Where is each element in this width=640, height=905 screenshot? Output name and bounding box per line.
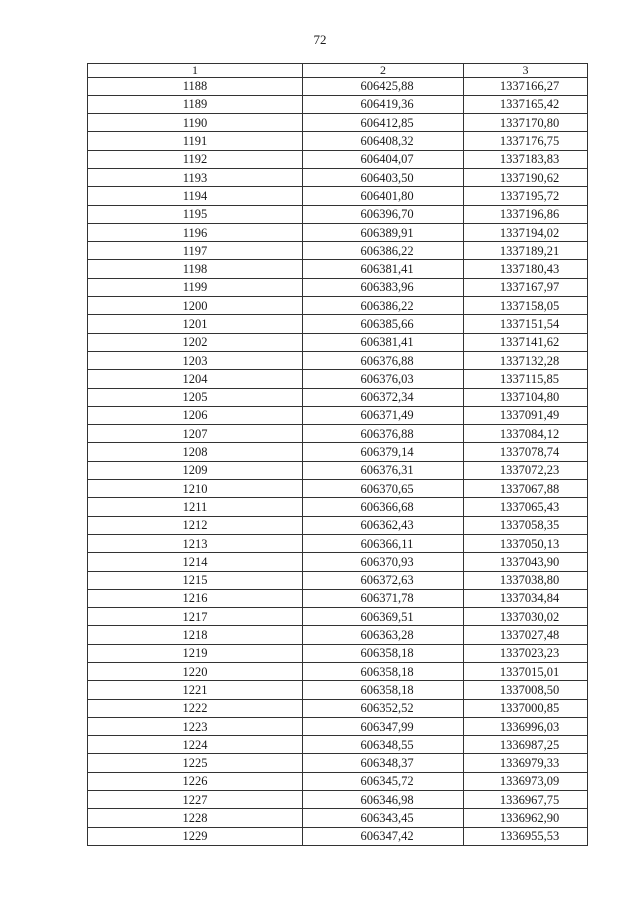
cell-y-coordinate: 1337084,12 xyxy=(464,425,588,443)
cell-x-coordinate: 606383,96 xyxy=(303,278,464,296)
table-row xyxy=(88,333,588,351)
cell-y-coordinate: 1337176,75 xyxy=(464,132,588,150)
cell-point-number: 1218 xyxy=(88,626,303,644)
header-cell-y-coordinate: 3 xyxy=(464,64,588,78)
cell-y-coordinate: 1336967,75 xyxy=(464,791,588,809)
cell-point-number: 1195 xyxy=(88,205,303,223)
cell-y-coordinate: 1337030,02 xyxy=(464,608,588,626)
cell-y-coordinate: 1337015,01 xyxy=(464,663,588,681)
table-row xyxy=(88,443,588,461)
table-row xyxy=(88,388,588,406)
table-row xyxy=(88,223,588,241)
cell-point-number: 1224 xyxy=(88,736,303,754)
table-row xyxy=(88,278,588,296)
cell-point-number: 1229 xyxy=(88,827,303,845)
cell-x-coordinate: 606412,85 xyxy=(303,114,464,132)
cell-point-number: 1199 xyxy=(88,278,303,296)
table-row xyxy=(88,242,588,260)
cell-y-coordinate: 1337166,27 xyxy=(464,77,588,95)
cell-point-number: 1226 xyxy=(88,772,303,790)
cell-y-coordinate: 1337067,88 xyxy=(464,480,588,498)
cell-y-coordinate: 1337043,90 xyxy=(464,553,588,571)
table-row xyxy=(88,772,588,790)
cell-point-number: 1191 xyxy=(88,132,303,150)
cell-y-coordinate: 1337038,80 xyxy=(464,571,588,589)
cell-x-coordinate: 606372,34 xyxy=(303,388,464,406)
table-row xyxy=(88,260,588,278)
cell-point-number: 1213 xyxy=(88,534,303,552)
cell-point-number: 1220 xyxy=(88,663,303,681)
cell-x-coordinate: 606419,36 xyxy=(303,95,464,113)
table-row xyxy=(88,736,588,754)
table-row xyxy=(88,498,588,516)
cell-x-coordinate: 606362,43 xyxy=(303,516,464,534)
cell-x-coordinate: 606396,70 xyxy=(303,205,464,223)
cell-x-coordinate: 606376,31 xyxy=(303,461,464,479)
cell-point-number: 1210 xyxy=(88,480,303,498)
cell-y-coordinate: 1337194,02 xyxy=(464,223,588,241)
cell-y-coordinate: 1337023,23 xyxy=(464,644,588,662)
table-row xyxy=(88,132,588,150)
cell-y-coordinate: 1337170,80 xyxy=(464,114,588,132)
cell-x-coordinate: 606346,98 xyxy=(303,791,464,809)
table-row xyxy=(88,717,588,735)
cell-x-coordinate: 606366,68 xyxy=(303,498,464,516)
table-row xyxy=(88,370,588,388)
cell-x-coordinate: 606369,51 xyxy=(303,608,464,626)
cell-point-number: 1228 xyxy=(88,809,303,827)
cell-y-coordinate: 1337190,62 xyxy=(464,168,588,186)
cell-x-coordinate: 606358,18 xyxy=(303,681,464,699)
cell-point-number: 1190 xyxy=(88,114,303,132)
header-cell-x-coordinate: 2 xyxy=(303,64,464,78)
cell-x-coordinate: 606371,78 xyxy=(303,589,464,607)
cell-y-coordinate: 1337115,85 xyxy=(464,370,588,388)
header-cell-point-number: 1 xyxy=(88,64,303,78)
cell-point-number: 1209 xyxy=(88,461,303,479)
table-row xyxy=(88,205,588,223)
table-row xyxy=(88,150,588,168)
table-row xyxy=(88,644,588,662)
table-row xyxy=(88,425,588,443)
cell-x-coordinate: 606352,52 xyxy=(303,699,464,717)
table-row xyxy=(88,351,588,369)
cell-point-number: 1196 xyxy=(88,223,303,241)
cell-x-coordinate: 606345,72 xyxy=(303,772,464,790)
table-row xyxy=(88,77,588,95)
cell-y-coordinate: 1337183,83 xyxy=(464,150,588,168)
cell-point-number: 1206 xyxy=(88,406,303,424)
cell-point-number: 1223 xyxy=(88,717,303,735)
cell-point-number: 1203 xyxy=(88,351,303,369)
cell-y-coordinate: 1337196,86 xyxy=(464,205,588,223)
table-row xyxy=(88,461,588,479)
cell-y-coordinate: 1337167,97 xyxy=(464,278,588,296)
cell-point-number: 1197 xyxy=(88,242,303,260)
cell-x-coordinate: 606386,22 xyxy=(303,242,464,260)
cell-point-number: 1222 xyxy=(88,699,303,717)
table-row xyxy=(88,626,588,644)
table-row xyxy=(88,608,588,626)
cell-y-coordinate: 1337091,49 xyxy=(464,406,588,424)
cell-y-coordinate: 1336955,53 xyxy=(464,827,588,845)
cell-x-coordinate: 606363,28 xyxy=(303,626,464,644)
cell-x-coordinate: 606348,37 xyxy=(303,754,464,772)
cell-y-coordinate: 1337151,54 xyxy=(464,315,588,333)
cell-point-number: 1217 xyxy=(88,608,303,626)
cell-x-coordinate: 606358,18 xyxy=(303,663,464,681)
cell-x-coordinate: 606370,65 xyxy=(303,480,464,498)
cell-y-coordinate: 1336962,90 xyxy=(464,809,588,827)
cell-x-coordinate: 606347,99 xyxy=(303,717,464,735)
page-number: 72 xyxy=(313,32,327,47)
cell-y-coordinate: 1337104,80 xyxy=(464,388,588,406)
cell-point-number: 1205 xyxy=(88,388,303,406)
cell-x-coordinate: 606381,41 xyxy=(303,333,464,351)
table-row xyxy=(88,95,588,113)
cell-x-coordinate: 606385,66 xyxy=(303,315,464,333)
coordinates-table-body xyxy=(88,64,588,846)
table-row xyxy=(88,589,588,607)
cell-y-coordinate: 1337034,84 xyxy=(464,589,588,607)
cell-point-number: 1214 xyxy=(88,553,303,571)
cell-y-coordinate: 1337165,42 xyxy=(464,95,588,113)
cell-y-coordinate: 1337072,23 xyxy=(464,461,588,479)
cell-y-coordinate: 1337000,85 xyxy=(464,699,588,717)
cell-point-number: 1212 xyxy=(88,516,303,534)
cell-point-number: 1207 xyxy=(88,425,303,443)
table-row xyxy=(88,827,588,845)
table-row xyxy=(88,297,588,315)
table-row xyxy=(88,480,588,498)
cell-point-number: 1204 xyxy=(88,370,303,388)
table-row xyxy=(88,534,588,552)
cell-y-coordinate: 1336979,33 xyxy=(464,754,588,772)
cell-point-number: 1192 xyxy=(88,150,303,168)
cell-point-number: 1216 xyxy=(88,589,303,607)
cell-point-number: 1198 xyxy=(88,260,303,278)
cell-x-coordinate: 606372,63 xyxy=(303,571,464,589)
cell-y-coordinate: 1337058,35 xyxy=(464,516,588,534)
table-row xyxy=(88,114,588,132)
table-header-row xyxy=(88,64,588,78)
table-row xyxy=(88,406,588,424)
cell-x-coordinate: 606379,14 xyxy=(303,443,464,461)
cell-x-coordinate: 606376,88 xyxy=(303,425,464,443)
cell-point-number: 1227 xyxy=(88,791,303,809)
cell-point-number: 1189 xyxy=(88,95,303,113)
cell-point-number: 1194 xyxy=(88,187,303,205)
cell-point-number: 1225 xyxy=(88,754,303,772)
table-row xyxy=(88,553,588,571)
cell-y-coordinate: 1336973,09 xyxy=(464,772,588,790)
cell-y-coordinate: 1336987,25 xyxy=(464,736,588,754)
cell-x-coordinate: 606403,50 xyxy=(303,168,464,186)
cell-point-number: 1200 xyxy=(88,297,303,315)
cell-y-coordinate: 1337158,05 xyxy=(464,297,588,315)
table-row xyxy=(88,168,588,186)
cell-point-number: 1202 xyxy=(88,333,303,351)
cell-y-coordinate: 1337189,21 xyxy=(464,242,588,260)
cell-x-coordinate: 606386,22 xyxy=(303,297,464,315)
cell-y-coordinate: 1337141,62 xyxy=(464,333,588,351)
cell-x-coordinate: 606366,11 xyxy=(303,534,464,552)
cell-point-number: 1211 xyxy=(88,498,303,516)
cell-y-coordinate: 1337132,28 xyxy=(464,351,588,369)
cell-x-coordinate: 606347,42 xyxy=(303,827,464,845)
cell-y-coordinate: 1337065,43 xyxy=(464,498,588,516)
cell-y-coordinate: 1337180,43 xyxy=(464,260,588,278)
cell-y-coordinate: 1337008,50 xyxy=(464,681,588,699)
cell-x-coordinate: 606376,03 xyxy=(303,370,464,388)
cell-x-coordinate: 606404,07 xyxy=(303,150,464,168)
cell-x-coordinate: 606370,93 xyxy=(303,553,464,571)
cell-x-coordinate: 606371,49 xyxy=(303,406,464,424)
cell-x-coordinate: 606425,88 xyxy=(303,77,464,95)
cell-point-number: 1215 xyxy=(88,571,303,589)
cell-point-number: 1219 xyxy=(88,644,303,662)
table-row xyxy=(88,699,588,717)
cell-y-coordinate: 1336996,03 xyxy=(464,717,588,735)
cell-x-coordinate: 606408,32 xyxy=(303,132,464,150)
table-row xyxy=(88,571,588,589)
cell-point-number: 1221 xyxy=(88,681,303,699)
cell-x-coordinate: 606358,18 xyxy=(303,644,464,662)
cell-point-number: 1201 xyxy=(88,315,303,333)
cell-x-coordinate: 606343,45 xyxy=(303,809,464,827)
cell-y-coordinate: 1337195,72 xyxy=(464,187,588,205)
cell-x-coordinate: 606381,41 xyxy=(303,260,464,278)
table-row xyxy=(88,791,588,809)
table-row xyxy=(88,663,588,681)
table-row xyxy=(88,681,588,699)
table-row xyxy=(88,809,588,827)
table-row xyxy=(88,754,588,772)
cell-y-coordinate: 1337078,74 xyxy=(464,443,588,461)
cell-point-number: 1188 xyxy=(88,77,303,95)
coordinates-table xyxy=(87,63,588,846)
cell-y-coordinate: 1337027,48 xyxy=(464,626,588,644)
table-row xyxy=(88,516,588,534)
cell-x-coordinate: 606348,55 xyxy=(303,736,464,754)
cell-x-coordinate: 606376,88 xyxy=(303,351,464,369)
cell-point-number: 1193 xyxy=(88,168,303,186)
table-row xyxy=(88,315,588,333)
table-row xyxy=(88,187,588,205)
cell-x-coordinate: 606401,80 xyxy=(303,187,464,205)
cell-x-coordinate: 606389,91 xyxy=(303,223,464,241)
cell-y-coordinate: 1337050,13 xyxy=(464,534,588,552)
cell-point-number: 1208 xyxy=(88,443,303,461)
